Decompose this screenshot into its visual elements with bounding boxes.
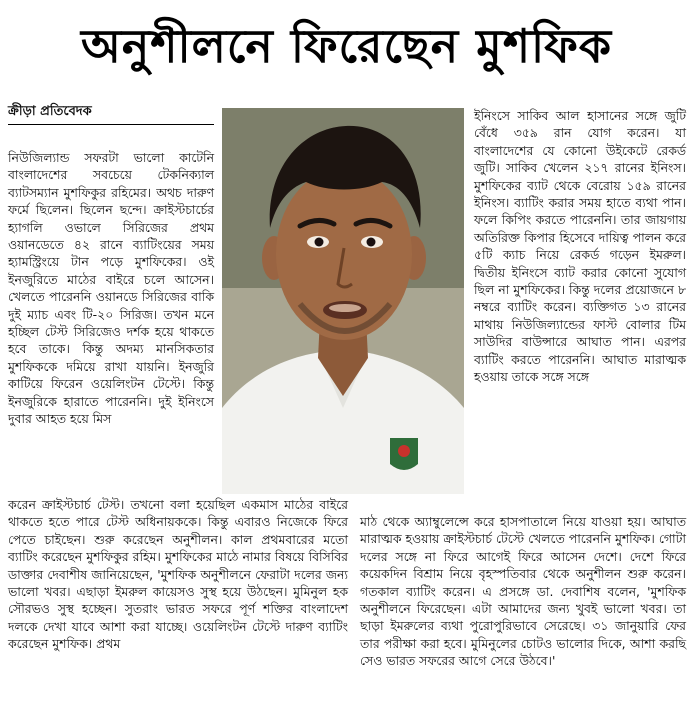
player-photo	[222, 108, 464, 494]
byline: ক্রীড়া প্রতিবেদক	[8, 104, 92, 119]
body-column-bottom-left: করেন ক্রাইস্টচার্চ টেস্ট। তখনো বলা হয়েছিল একমাস মাঠের বাইরে থাকতে হতে পারে টেস্ট অধিনায়ককে। কিন্তু এবারও নিজেকে ফিরে পেতে চাইছেন। শুরু করেছেন অনুশীলন। কাল প্রথমবারের মতো ব্যাটিং করেছেন মুশফিকুর রহিম। মুশফিকের মাঠে নামার বিষয়ে বিসিবির ডাক্তার দেবাশীষ জানিয়েছেন, 'মুশফিক অনুশীলনে ফেরাটা দলের জন্য ভালো খবর। এছাড়া ইমরুল কায়েসও সুস্থ হয়ে উঠছেন। মুমিনুল হক সৌরভও সুস্থ হচ্ছেন। সুতরাং ভারত সফরে পূর্ণ শক্তির বাংলাদেশ দলকে দেখা যাবে আশা করা যাচ্ছে। ওয়েলিংটন টেস্টে দারুণ ব্যাটিং করেছেন মুশফিক। প্রথম	[8, 497, 348, 652]
body-column-left: নিউজিল্যান্ড সফরটা ভালো কাটেনি বাংলাদেশের সবচেয়ে টেকনিক্যাল ব্যাটসম্যান মুশফিকুর রহিমের। অথচ দারুণ ফর্মে ছিলেন। ছিলেন ছন্দে। ক্রাইস্টচার্চের হ্যাগলি ওভালে সিরিজের প্রথম ওয়ানডেতে ৪২ রানে ব্যাটিংয়ের সময় হ্যামস্ট্রিংয়ে টান পড়ে মুশফিকের। ওই ইনজুরিতে মাঠের বাইরে চলে আসেন। খেলতে পারেননি ওয়ানডে সিরিজের বাকি দুই ম্যাচ এবং টি-২০ সিরিজ। তখন মনে হচ্ছিল টেস্ট সিরিজেও দর্শক হয়ে থাকতে হবে তাকে। কিন্তু অদম্য মানসিকতার মুশফিককে দমিয়ে রাখা যায়নি। ইনজুরি কাটিয়ে ফিরেন ওয়েলিংটন টেস্টে। কিন্তু ইনজুরিকে হারাতে পারেননি। দুই ইনিংসে দুবার আহত হয়ে মিস	[8, 150, 214, 427]
body-column-right: ইনিংসে সাকিব আল হাসানের সঙ্গে জুটি বেঁধে ৩৫৯ রান যোগ করেন। যা বাংলাদেশের যে কোনো উইকেটে রেকর্ড জুটি। সাকিব খেলেন ২১৭ রানের ইনিংস। মুশফিকের ব্যাট থেকে বেরোয় ১৫৯ রানের ইনিংস। ব্যাটিং করার সময় হাতে ব্যথা পান। ফলে কিপিং করতে পারেননি। তার জায়গায় অতিরিক্ত কিপার হিসেবে দায়িত্ব পালন করে ৫টি ক্যাচ নিয়ে রেকর্ড গড়েন ইমরুল। দ্বিতীয় ইনিংসে ব্যাট করার কোনো সুযোগ ছিল না মুশফিকের। কিন্তু দলের প্রয়োজনে ৮ নম্বরে ব্যাটিং করেন। ব্যক্তিগত ১৩ রানের মাথায় নিউজিল্যান্ডের ফাস্ট বোলার টিম সাউদির বাউন্সারে আঘাত পান। এরপর ব্যাটিং করতে পারেননি। আঘাত মারাত্মক হওয়ায় তাকে সঙ্গে সঙ্গে	[474, 108, 686, 385]
player-portrait-illustration	[222, 108, 464, 494]
headline: অনুশীলনে ফিরেছেন মুশফিক	[80, 19, 613, 73]
byline-rule	[8, 124, 214, 125]
body-column-bottom-right: মাঠ থেকে অ্যাম্বুলেন্সে করে হাসপাতালে নিয়ে যাওয়া হয়। আঘাত মারাত্মক হওয়ায় ক্রাইস্টচার্চ টেস্টে খেলতে পারেননি মুশফিক। গোটা দলের সঙ্গে না ফিরে আগেই ফিরে আসেন দেশে। দেশে ফিরে কয়েকদিন বিশ্রাম নিয়ে বৃহস্পতিবার থেকে অনুশীলন শুরু করেন। গতকাল ব্যাটিং করেন। এ প্রসঙ্গে ডা. দেবাশিষ বলেন, 'মুশফিক অনুশীলনে ফিরেছেন। এটা আমাদের জন্য খুবই ভালো খবর। তা ছাড়া ইমরুলের ব্যথা পুরোপুরিভাবে সেরেছে। ৩১ জানুয়ারি ফের তার পরীক্ষা করা হবে। মুমিনুলের চোটও ভালোর দিকে, আশা করছি সেও ভারত সফরের আগে সেরে উঠবে।'	[360, 514, 686, 669]
